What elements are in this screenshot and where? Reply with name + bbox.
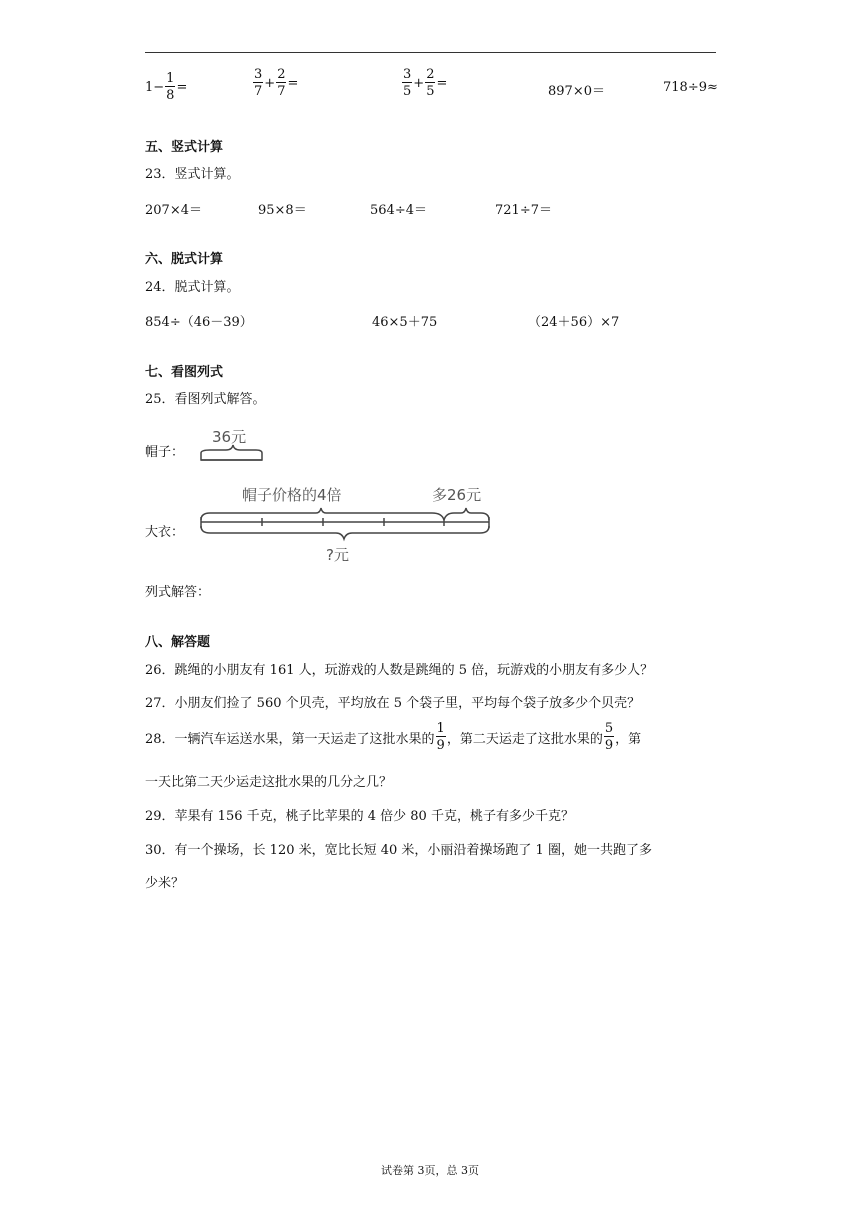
total-brace [201, 526, 489, 539]
oral-expr-3 [401, 68, 447, 98]
question-text: ，第二天运走了这批水果的 [446, 731, 603, 747]
numerator: 3 [254, 67, 263, 82]
fraction [436, 722, 446, 752]
denominator: 5 [403, 84, 412, 99]
vertical-calc-item: 95×8＝ [258, 203, 307, 218]
vertical-calc-item: 207×4＝ [145, 203, 202, 218]
fraction [253, 68, 263, 98]
section-heading: 七、看图列式 [145, 365, 224, 380]
operator: + [413, 75, 425, 91]
denominator: 8 [166, 88, 175, 103]
vertical-calc-item: 721÷7＝ [495, 203, 552, 218]
numerator: 5 [604, 721, 614, 736]
coat-top-label: 帽子价格的4倍 [242, 486, 342, 504]
hat-price-label: 36元 [212, 428, 247, 446]
coat-label: 大衣： [145, 525, 185, 540]
question-text: 28．一辆汽车运送水果，第一天运走了这批水果的 [145, 731, 435, 747]
question-28-line2: 一天比第二天少运走这批水果的几分之几？ [145, 775, 393, 790]
section-heading: 六、脱式计算 [145, 252, 224, 267]
section-heading: 五、竖式计算 [145, 140, 224, 155]
fraction [402, 68, 412, 98]
numerator: 1 [436, 721, 445, 736]
operator: + [264, 75, 276, 91]
question-29: 29．苹果有 156 千克，桃子比苹果的 4 倍少 80 千克，桃子有多少千克？ [145, 809, 574, 824]
hat-brace [201, 445, 262, 460]
denominator: 7 [254, 84, 263, 99]
step-calc-item: 854÷（46－39） [145, 315, 253, 330]
denominator: 9 [604, 738, 614, 753]
question-25: 25．看图列式解答。 [145, 392, 266, 407]
numerator: 3 [403, 67, 412, 82]
denominator: 7 [277, 84, 286, 99]
oral-expr-4: 897×0＝ [548, 84, 605, 99]
fraction [425, 68, 435, 98]
question-27: 27．小朋友们捡了 560 个贝壳，平均放在 5 个袋子里，平均每个袋子放多少个贝壳？ [145, 696, 641, 711]
question-30-line2: 少米？ [145, 876, 185, 891]
expr-text: = [287, 75, 299, 91]
fraction [165, 72, 175, 102]
question-28-line1 [145, 722, 641, 752]
numerator: 2 [426, 67, 435, 82]
question-24: 24．脱式计算。 [145, 280, 240, 295]
extra-brace [444, 508, 489, 520]
hat-label: 帽子： [145, 445, 185, 460]
oral-expr-1 [145, 72, 187, 102]
question-23: 23．竖式计算。 [145, 167, 240, 182]
coat-more-label: 多26元 [432, 486, 482, 504]
expr-text: = [176, 79, 188, 95]
numerator: 2 [277, 67, 286, 82]
numerator: 1 [166, 71, 175, 86]
coat-total-label: ?元 [326, 546, 349, 564]
coat-bracket-diagram [196, 482, 516, 570]
question-26: 26．跳绳的小朋友有 161 人，玩游戏的人数是跳绳的 5 倍，玩游戏的小朋友有多少人？ [145, 663, 654, 678]
question-text: ，第 [615, 731, 642, 747]
denominator: 5 [426, 84, 435, 99]
oral-expr-5: 718÷9≈ [663, 80, 718, 95]
top-rule [145, 52, 716, 53]
answer-label: 列式解答： [145, 585, 211, 600]
oral-expr-2 [252, 68, 298, 98]
page-footer: 试卷第 3页，总 3页 [381, 1164, 479, 1177]
vertical-calc-item: 564÷4＝ [370, 203, 427, 218]
question-30-line1: 30．有一个操场，长 120 米，宽比长短 40 米，小丽沿着操场跑了 1 圈，她一共跑了多 [145, 843, 652, 858]
denominator: 9 [436, 738, 445, 753]
expr-text: 1− [145, 79, 165, 95]
expr-text: = [436, 75, 448, 91]
step-calc-item: （24＋56）×7 [528, 315, 620, 330]
hat-bracket-diagram [196, 424, 268, 466]
fraction [604, 722, 614, 752]
fraction [276, 68, 286, 98]
step-calc-item: 46×5＋75 [372, 315, 438, 330]
section-heading: 八、解答题 [145, 635, 211, 650]
